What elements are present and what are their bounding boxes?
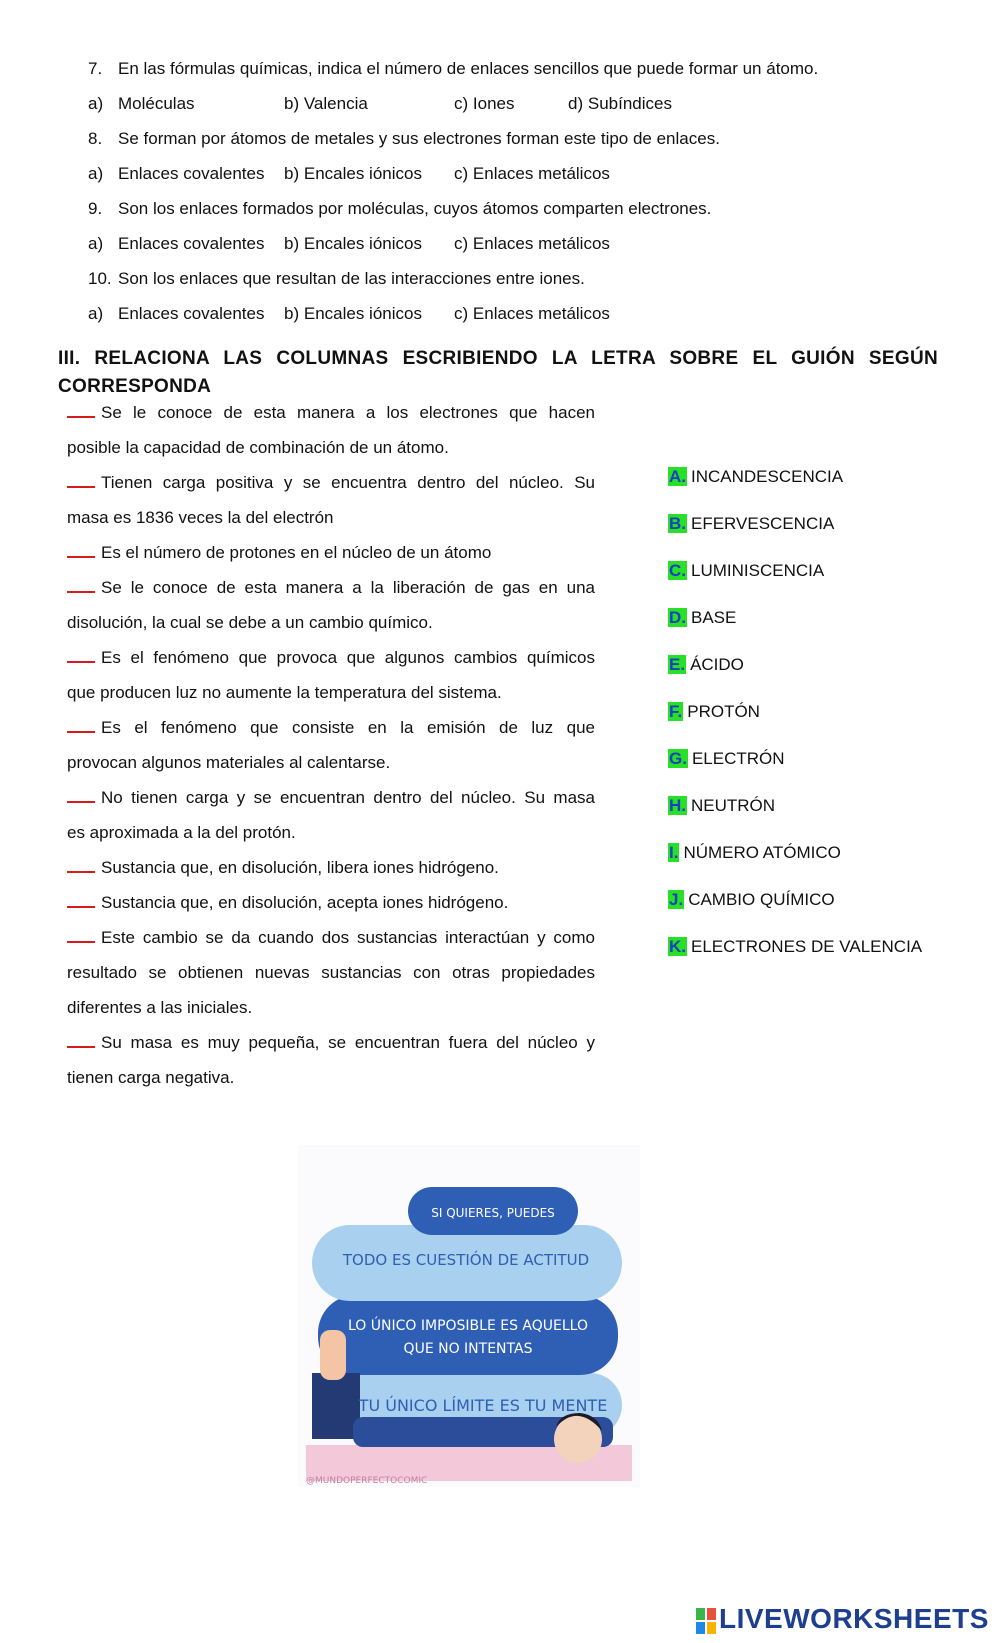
illustration-line-4: QUE NO INTENTAS — [403, 1341, 533, 1357]
answer-option-d: D. BASE — [669, 608, 737, 627]
statement-4: Se le conoce de esta manera a la liberación de gas en una — [67, 577, 595, 599]
option-b[interactable]: b) Encales iónicos — [284, 164, 422, 183]
brand-logo[interactable] — [696, 1603, 989, 1635]
statement-11-cont: tienen carga negativa. — [67, 1068, 235, 1087]
illustration-line-1: SI QUIERES, PUEDES — [431, 1206, 555, 1220]
option-c[interactable]: c) Enlaces metálicos — [454, 164, 610, 183]
option-a[interactable]: a) Enlaces covalentes — [88, 304, 265, 323]
illustration-line-2: TODO ES CUESTIÓN DE ACTITUD — [342, 1251, 590, 1269]
question-7 — [88, 59, 818, 79]
answer-blank[interactable] — [67, 717, 95, 733]
answer-option-b: B. EFERVESCENCIA — [669, 514, 835, 533]
answer-option-j: J. CAMBIO QUÍMICO — [669, 890, 835, 909]
answer-option-a: A. INCANDESCENCIA — [669, 467, 844, 486]
question-text: Se forman por átomos de metales y sus electrones forman este tipo de enlaces. — [118, 129, 720, 148]
answer-blank[interactable] — [67, 647, 95, 663]
illustration-credit: @MUNDOPERFECTOCOMIC — [306, 1476, 428, 1486]
statement-7-cont: es aproximada a la del protón. — [67, 823, 296, 842]
answer-option-k: K. ELECTRONES DE VALENCIA — [669, 937, 923, 956]
statement-2: Tienen carga positiva y se encuentra dentro del núcleo. Su — [67, 472, 595, 494]
option-c[interactable]: c) Enlaces metálicos — [454, 234, 610, 253]
answer-option-e: E. ÁCIDO — [669, 655, 744, 674]
question-number: 7. — [88, 59, 103, 78]
statement-8: Sustancia que, en disolución, libera iones hidrógeno. — [67, 857, 595, 879]
answer-blank[interactable] — [67, 542, 95, 558]
motivational-illustration — [298, 1145, 640, 1487]
question-number: 8. — [88, 129, 103, 148]
statement-6-cont: provocan algunos materiales al calentarse. — [67, 753, 391, 772]
statement-7: No tienen carga y se encuentran dentro del núcleo. Su masa — [67, 787, 595, 809]
answer-blank[interactable] — [67, 577, 95, 593]
statement-5-cont: que producen luz no aumente la temperatura del sistema. — [67, 683, 502, 702]
statement-1: Se le conoce de esta manera a los electrones que hacen — [67, 402, 595, 424]
option-b[interactable]: b) Valencia — [284, 94, 368, 113]
statement-3: Es el número de protones en el núcleo de un átomo — [67, 542, 595, 564]
answer-option-c: C. LUMINISCENCIA — [669, 561, 825, 580]
question-text: Son los enlaces que resultan de las interacciones entre iones. — [118, 269, 585, 288]
option-a[interactable]: a) Enlaces covalentes — [88, 164, 265, 183]
option-a[interactable]: a) Moléculas — [88, 94, 195, 113]
option-b[interactable]: b) Encales iónicos — [284, 304, 422, 323]
illustration-line-5: TU ÚNICO LÍMITE ES TU MENTE — [358, 1396, 608, 1415]
question-text: Son los enlaces formados por moléculas, cuyos átomos comparten electrones. — [118, 199, 712, 218]
statement-10-cont2: diferentes a las iniciales. — [67, 998, 253, 1017]
statement-1-cont: posible la capacidad de combinación de un átomo. — [67, 438, 449, 457]
answer-option-i: I. NÚMERO ATÓMICO — [669, 843, 841, 862]
statement-4-cont: disolución, la cual se debe a un cambio químico. — [67, 613, 433, 632]
answer-option-f: F. PROTÓN — [669, 702, 760, 721]
statement-6: Es el fenómeno que consiste en la emisión de luz que — [67, 717, 595, 739]
question-number: 10. — [88, 269, 112, 288]
answer-blank[interactable] — [67, 472, 95, 488]
option-b[interactable]: b) Encales iónicos — [284, 234, 422, 253]
answer-blank[interactable] — [67, 857, 95, 873]
statement-9: Sustancia que, en disolución, acepta iones hidrógeno. — [67, 892, 595, 914]
option-c[interactable]: c) Enlaces metálicos — [454, 304, 610, 323]
illustration-line-3: LO ÚNICO IMPOSIBLE ES AQUELLO — [348, 1318, 588, 1334]
option-a[interactable]: a) Enlaces covalentes — [88, 234, 265, 253]
statement-5: Es el fenómeno que provoca que algunos cambios químicos — [67, 647, 595, 669]
question-10 — [88, 269, 585, 289]
section-title: III. RELACIONA LAS COLUMNAS ESCRIBIENDO LA LETRA SOBRE EL GUIÓN SEGÚN CORRESPONDA — [58, 348, 938, 397]
answer-blank[interactable] — [67, 402, 95, 418]
liveworksheets-icon — [696, 1608, 716, 1634]
option-d[interactable]: d) Subíndices — [568, 94, 672, 113]
answer-option-h: H. NEUTRÓN — [669, 796, 776, 815]
question-text: En las fórmulas químicas, indica el número de enlaces sencillos que puede formar un átomo. — [118, 59, 819, 78]
answer-blank[interactable] — [67, 787, 95, 803]
answer-blank[interactable] — [67, 892, 95, 908]
statement-11: Su masa es muy pequeña, se encuentran fuera del núcleo y — [67, 1032, 595, 1054]
answer-option-g: G. ELECTRÓN — [669, 749, 785, 768]
statement-10: Este cambio se da cuando dos sustancias interactúan y como — [67, 927, 595, 949]
statement-10-cont: resultado se obtienen nuevas sustancias con otras propiedades — [67, 963, 595, 982]
answer-blank[interactable] — [67, 1032, 95, 1048]
option-c[interactable]: c) Iones — [454, 94, 515, 113]
brand-name: LIVEWORKSHEETS — [719, 1603, 989, 1634]
question-8 — [88, 129, 720, 149]
question-number: 9. — [88, 199, 103, 218]
answer-blank[interactable] — [67, 927, 95, 943]
question-9 — [88, 199, 711, 219]
statement-2-cont: masa es 1836 veces la del electrón — [67, 508, 334, 527]
